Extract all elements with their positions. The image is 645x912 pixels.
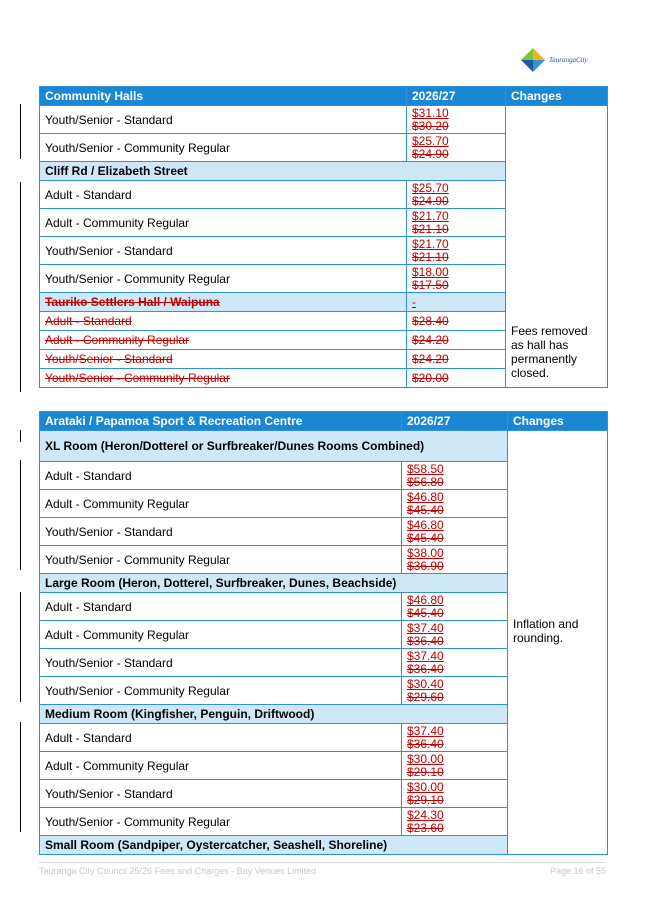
- table-row: Adult - Standard $25.70 $24.90: [40, 181, 608, 209]
- changes-text: Fees removed as hall has permanently closed.: [511, 324, 588, 380]
- page-footer: [39, 862, 606, 876]
- table-row: Adult - Standard $28.40: [40, 312, 608, 331]
- header-changes: Changes: [508, 412, 608, 431]
- table-row: Adult - Standard $46.80 $45.40: [40, 593, 608, 621]
- header-changes: Changes: [506, 87, 608, 106]
- table-row: Youth/Senior - Community Regular $18.00 $17.50: [40, 265, 608, 293]
- tauranga-city-logo: [519, 46, 609, 76]
- section-row: Medium Room (Kingfisher, Penguin, Driftwood): [40, 705, 608, 724]
- table-row: Adult - Community Regular $21.70 $21.10: [40, 209, 608, 237]
- change-bar: [20, 592, 21, 702]
- table-row: Youth/Senior - Community Regular $38.00 $36.90: [40, 546, 608, 574]
- table-row: Youth/Senior - Standard $21.70 $21.10: [40, 237, 608, 265]
- page-number: Page 16 of 55: [549, 866, 606, 876]
- table-row: Adult - Community Regular $24.20: [40, 331, 608, 350]
- logo-mark-icon: [519, 46, 549, 76]
- table-row: Youth/Senior - Standard $31.10 $30.20 Fees removed as hall has permanently closed.: [40, 106, 608, 134]
- section-row: Small Room (Sandpiper, Oystercatcher, Seashell, Shoreline): [40, 836, 608, 855]
- table-row: Youth/Senior - Community Regular $24.30 $23.60: [40, 808, 608, 836]
- change-bar: [20, 182, 21, 392]
- table-row: Adult - Standard $37.40 $36.40: [40, 724, 608, 752]
- header-community-halls: Community Halls: [40, 87, 407, 106]
- table-row: Youth/Senior - Standard $37.40 $36.40: [40, 649, 608, 677]
- header-year: 2026/27: [402, 412, 508, 431]
- footer-title: Tauranga City Council 25/26 Fees and Charges - Bay Venues Limited: [39, 866, 317, 876]
- table-row: Youth/Senior - Standard $24.20: [40, 350, 608, 369]
- arataki-papamoa-table: [39, 411, 608, 855]
- section-row: XL Room (Heron/Dotterel or Surfbreaker/Dunes Rooms Combined) Inflation and rounding.: [40, 431, 608, 462]
- change-bar: [20, 460, 21, 570]
- table-row: Adult - Community Regular $37.40 $36.40: [40, 621, 608, 649]
- header-year: 2026/27: [407, 87, 506, 106]
- table-row: Adult - Community Regular $46.80 $45.40: [40, 490, 608, 518]
- section-row: Tauriko Settlers Hall / Waipuna -: [40, 293, 608, 312]
- section-row: Cliff Rd / Elizabeth Street: [40, 162, 608, 181]
- change-bar: [20, 430, 21, 442]
- table-row: Youth/Senior - Community Regular $20.00: [40, 369, 608, 388]
- table-row: Adult - Standard $58.50 $56.80: [40, 462, 608, 490]
- table-row: Youth/Senior - Standard $30.00 $29.10: [40, 780, 608, 808]
- section-row: Large Room (Heron, Dotterel, Surfbreaker, Dunes, Beachside): [40, 574, 608, 593]
- header-venue: Arataki / Papamoa Sport & Recreation Centre: [40, 412, 402, 431]
- table-row: Youth/Senior - Standard $46.80 $45.40: [40, 518, 608, 546]
- change-bar: [20, 104, 21, 159]
- table-row: Youth/Senior - Community Regular $30.40 $29.60: [40, 677, 608, 705]
- change-bar: [20, 722, 21, 832]
- community-halls-table: [39, 86, 608, 388]
- logo-text: TaurangaCity: [549, 56, 588, 64]
- table-row: Adult - Community Regular $30.00 $29.10: [40, 752, 608, 780]
- changes-text: Inflation and rounding.: [513, 617, 579, 645]
- table-row: Youth/Senior - Community Regular $25.70 $24.90: [40, 134, 608, 162]
